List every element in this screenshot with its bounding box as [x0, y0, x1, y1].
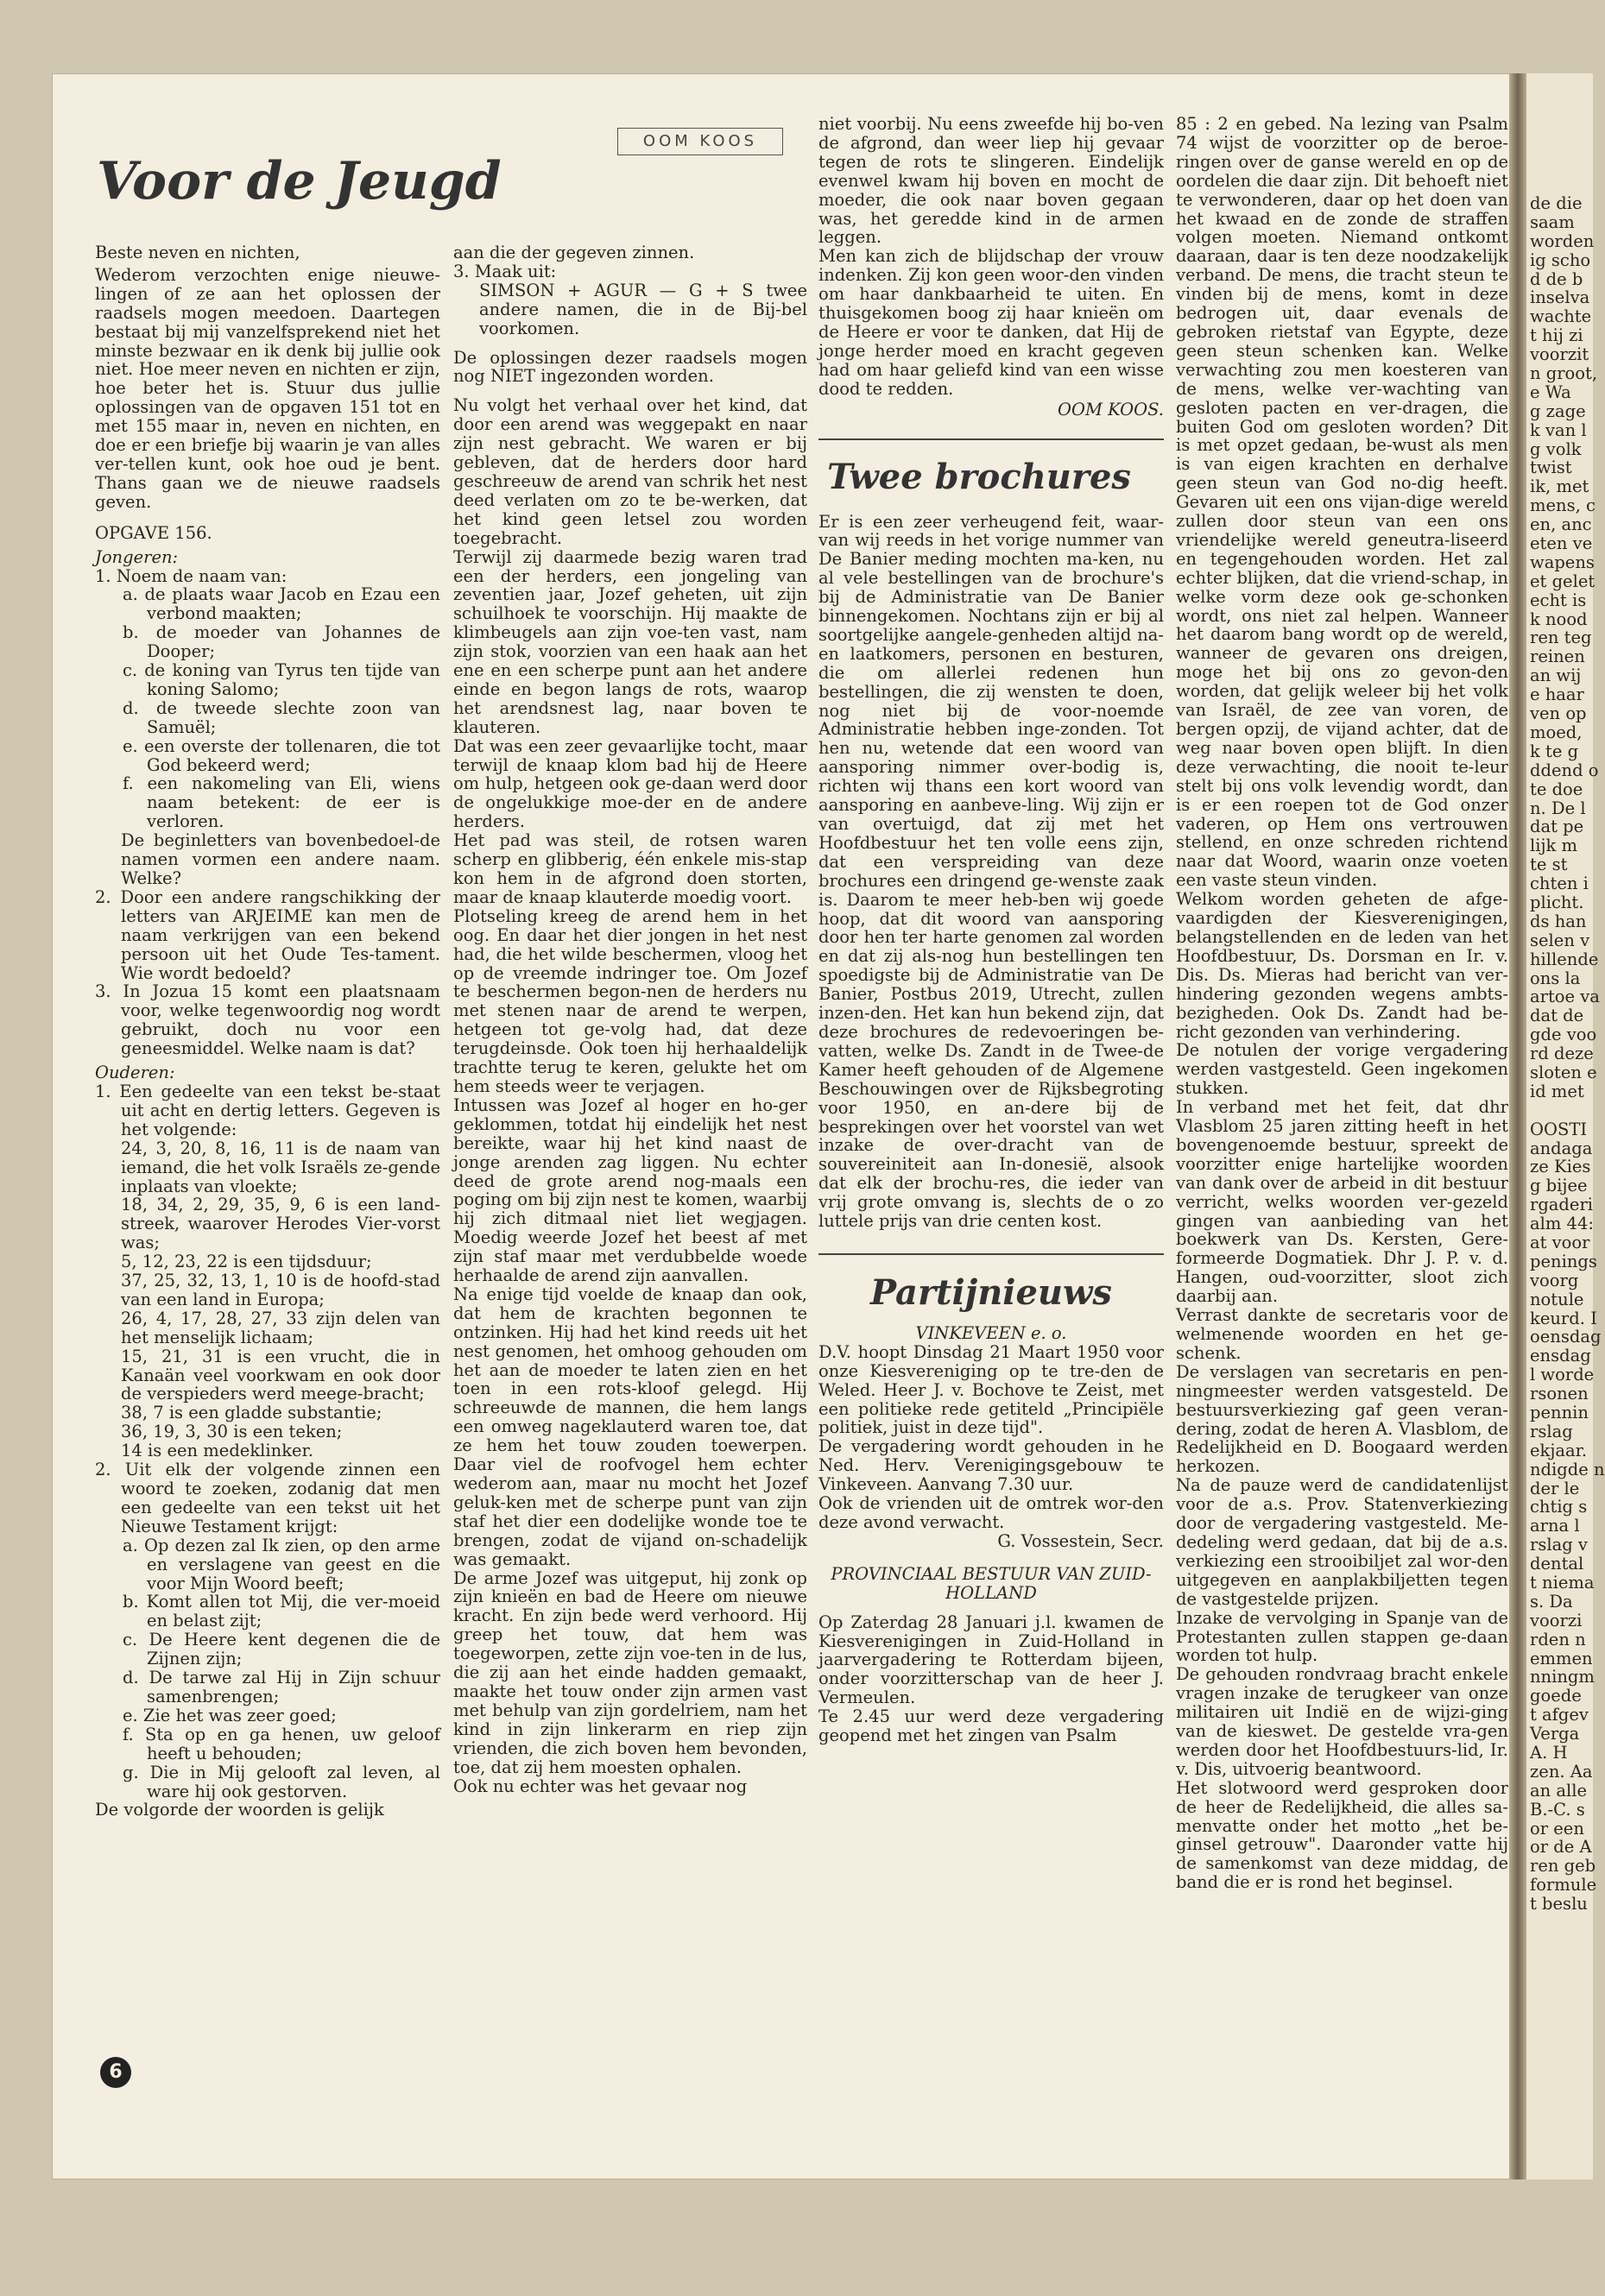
fragment-line: ddend o [1530, 760, 1599, 780]
partijnieuws-text-2: De vergadering wordt gehouden in he Ned. Herv. Verenigingsgebouw te Vinkeveen. Aanvang 7.30 uur. [818, 1436, 1164, 1495]
fragment-line: pennin [1530, 1403, 1589, 1422]
fragment-line: mens, c [1530, 495, 1596, 516]
column-3 [818, 115, 1164, 1745]
paragraph: f. Sta op en ga henen, uw geloof heeft u behouden; [123, 1724, 440, 1763]
fragment-line: voorzi [1530, 1610, 1583, 1631]
paragraph: Verrast dankte de secretaris voor de welmenende woorden en het ge-schenk. [1176, 1305, 1508, 1363]
fragment-line: penings [1530, 1251, 1597, 1271]
paragraph: c. De Heere kent degenen die de Zijnen zijn; [123, 1630, 440, 1669]
fragment-line: chtig s [1530, 1497, 1588, 1517]
fragment-line: gde voo [1530, 1025, 1597, 1045]
paragraph: Intussen was Jozef al hoger en ho-ger geklommen, totdat hij eindelijk het nest bereikte, waar hij het kind naast de jonge arenden zag liggen. Nu echter deed de grote arend nog-maals een poging om bij zijn nest te komen, waarbij hij zich ditmaal niet liet wegjagen. Moedig weerde Jozef het beest af met zijn staf maar met verdubbelde woede herhaalde de arend zijn aanvallen. [453, 1094, 807, 1286]
fragment-line: A. H [1530, 1743, 1568, 1763]
fragment-line: chten i [1530, 874, 1589, 894]
fragment-line: B.-C. s [1530, 1799, 1585, 1820]
fragment-line: ze Kies [1530, 1157, 1591, 1177]
fragment-line: hillende [1530, 949, 1599, 969]
fragment-line: ren geb [1530, 1856, 1596, 1877]
fragment-line: inselva [1530, 287, 1590, 308]
paragraph: 36, 19, 3, 30 is een teken; [121, 1422, 343, 1442]
paragraph: 15, 21, 31 is een vrucht, die in Kanaän veel voorkwam en ook door de verspieders werd meege-bracht; [121, 1346, 440, 1404]
fragment-line: ensdag [1530, 1346, 1591, 1366]
fragment-line: eten ve [1530, 533, 1593, 554]
paragraph: Dat was een zeer gevaarlijke tocht, maar terwijl de knaap klom bad hij de Heere om hulp, hetgeen ook ge-daan werd door de ongelukkige moe-der en de andere herders. [453, 735, 807, 832]
paragraph: d. de tweede slechte zoon van Samuël; [123, 697, 440, 737]
fragment-line: g bijee [1530, 1176, 1588, 1196]
partijnieuws-text-3: Ook de vrienden uit de omtrek wor-den deze avond verwacht. [818, 1493, 1164, 1532]
subheading-provinciaal-bestuur: PROVINCIAAL BESTUUR VAN ZUID-HOLLAND [831, 1563, 1152, 1603]
fragment-line: g volk [1530, 438, 1582, 459]
paragraph: De notulen der vorige vergadering werden vastgesteld. Geen ingekomen stukken. [1176, 1040, 1508, 1099]
paragraph: Welkom worden geheten de afge-vaardigden der Kiesverenigingen, belangstellenden en de leden van het Hoofdbestuur, Ds. Dorsman en Ir. v. Dis. Ds. Mieras had bericht van ver-hindering gezonden wegens ambts-bezigheden. Ook Ds. Zandt had be-richt gezonden van verhindering. [1176, 889, 1508, 1042]
fragment-line: OOSTI [1530, 1119, 1588, 1139]
fragment-line: plicht. [1530, 892, 1584, 912]
fragment-line: rden n [1530, 1629, 1586, 1649]
paragraph: 1. Een gedeelte van een tekst be-staat uit acht en dertig letters. Gegeven is het volgende: [95, 1081, 440, 1139]
paragraph: Plotseling kreeg de arend hem in het oog. En daar het dier jongen in het nest had, die het wilde beschermen, vloog het op de vreemde indringer toe. Om Jozef te beschermen begon-nen de herders nu met stenen naar de arend te werpen, hetgeen tot ge-volg had, dat deze terugdeinsde. Ook toen hij herhaaldelijk trachtte terug te keren, gelukte het om hem steeds weer te verjagen. [453, 905, 807, 1096]
fragment-line: k nood [1530, 609, 1588, 629]
fragment-line: ndigde n [1530, 1459, 1605, 1479]
fragment-line: n. De l [1530, 798, 1586, 818]
partijnieuws-text-4: Op Zaterdag 28 Januari j.l. kwamen de Kiesverenigingen in Zuid-Holland in jaarvergadering te Rotterdam bijeen, onder voorzitterschap van de heer J. Vermeulen. [818, 1612, 1164, 1708]
paragraph: 24, 3, 20, 8, 16, 11 is de naam van iemand, die het volk Israëls ze-gende inplaats van vloekte; [121, 1138, 440, 1196]
fragment-line: moed, [1530, 722, 1583, 742]
fragment-line: de die [1530, 193, 1583, 213]
fragment-line: n groot, [1530, 363, 1598, 384]
fragment-line: or de A [1530, 1837, 1592, 1858]
brochures-text: Er is een zeer verheugend feit, waar-van wij reeds in het vorige nummer van De Banier meding mochten ma-ken, nu al vele bestellingen van de brochure's bij de Administratie van De Banier binnengekomen. Nochtans zijn er bij al soortgelijke aangele-genheden altijd na- en laatkomers, personen en besturen, die om allerlei redenen hun bestellingen, die zij wensten te doen, nog niet bij de voor-noemde Administratie hebben inge-zonden. Tot hen nu, wetende dat een woord van aansporing nimmer over-bodig is, richten wij thans een kort woord van aansporing en aanbeve-ling. Wij zijn er van overtuigd, dat zij met het Hoofdbestuur het ten volle eens zijn, dat een verspreiding van deze brochures een dringend ge-wenste zaak is. Daarom te meer heb-ben wij goede hoop, dat dit woord van aansporing door hen ter harte genomen zal worden en dat zij als-nog hun bestellingen ten spoedigste bij de Administratie van De Banier, Postbus 2019, Utrecht, zullen inzen-den. Het kan hun bekend zijn, dat deze brochures de redevoeringen be-vatten, welke Ds. Zandt in de Twee-de Kamer heeft gehouden of de Algemene Beschouwingen over de Rijksbegroting voor 1950, en an-dere bij de besprekingen over het voorstel van wet inzake de over-dracht van de souvereiniteit aan In-donesië, alsook dat elk der brochu-res, die ieder van vrij grote omvang is, slechts de o zo luttele prijs van drie centen kost. [818, 511, 1164, 1232]
fragment-line: emmen [1530, 1648, 1593, 1668]
partijnieuws-text-5: Te 2.45 uur werd deze vergadering geopend met het zingen van Psalm [818, 1706, 1164, 1746]
fragment-line: ekjaar. [1530, 1440, 1588, 1460]
paragraph: aan die der gegeven zinnen. [453, 243, 695, 262]
subheading-vinkeveen: VINKEVEEN e. o. [915, 1322, 1067, 1343]
paragraph: De verslagen van secretaris en pen-ningmeester werden vatsgesteld. De bestuursverkiezing gaf geen veran-dering, zodat de heren A. Vlasblom, de Redelijkheid en D. Boogaard werden herkozen. [1176, 1361, 1508, 1477]
fragment-line: worden [1530, 230, 1595, 251]
fragment-line: oensdag [1530, 1327, 1602, 1347]
fragment-line: rsonen [1530, 1384, 1589, 1404]
fragment-line: te st [1530, 855, 1568, 875]
fragment-line: notule [1530, 1289, 1584, 1309]
story-continuation [818, 115, 1164, 399]
binding-spine [1509, 73, 1526, 2179]
fragment-line: dental [1530, 1554, 1584, 1574]
column-4 [1176, 115, 1508, 2100]
paragraph: Na enige tijd voelde de knaap dan ook, dat hem de krachten begonnen te ontzinken. Hij had het kind reeds uit het nest genomen, het omhoog gehouden om het aan de moeder te laten zien en het toen in een rots-kloof gelegd. Hij schreeuwde de mannen, die hem langs een omweg nageklauterd waren toe, dat ze hem het touw zouden toewerpen. Daar viel de roofvogel hem echter wederom aan, maar nu mocht het Jozef geluk-ken met de scherpe punt van zijn staf het dier een dodelijke wonde toe te brengen, zodat de vijand on-schadelijk was gemaakt. [453, 1284, 807, 1569]
signature-vossestein: G. Vossestein, Secr. [997, 1530, 1164, 1551]
fragment-line: keurd. I [1530, 1308, 1597, 1328]
paragraph: niet voorbij. Nu eens zweefde hij bo-ven de afgrond, dan weer liep hij gevaar tegen de rots te slingeren. Eindelijk evenwel kwam hij boven en mocht de moeder, die ook naar boven gegaan was, het geredde kind in de armen leggen. [818, 114, 1164, 248]
fragment-line: rslag [1530, 1421, 1573, 1441]
fragment-line: voorzit [1530, 344, 1589, 365]
fragment-line: e Wa [1530, 382, 1571, 402]
fragment-line: te doe [1530, 779, 1583, 799]
fragment-line: ik, met [1530, 476, 1589, 497]
paragraph: g. Die in Mij gelooft zal leven, al ware hij ook gestorven. [123, 1762, 440, 1801]
section-title-partijnieuws: Partijnieuws [870, 1271, 1112, 1313]
fragment-line: t beslu [1530, 1894, 1588, 1914]
fragment-line: lijk m [1530, 836, 1578, 856]
fragment-line: et gelet [1530, 571, 1596, 591]
fragment-line: echt is [1530, 590, 1587, 610]
fragment-line: ons la [1530, 968, 1581, 988]
paragraph: 2. Door een andere rangschikking der letters van ARJEIME kan men de naam verkrijgen van een bekend persoon uit het Oude Tes-tament. Wie wordt bedoeld? [95, 886, 440, 983]
fragment-line: formule [1530, 1875, 1597, 1895]
section-title-twee-brochures: Twee brochures [827, 456, 1131, 497]
fragment-line: or een [1530, 1818, 1584, 1839]
fragment-line: ds han [1530, 911, 1587, 931]
fragment-line: der le [1530, 1478, 1580, 1498]
fragment-line: wapens [1530, 552, 1595, 572]
fragment-line: reinen [1530, 647, 1585, 667]
paragraph: e. een overste der tollenaren, die tot God bekeerd werd; [123, 735, 440, 775]
paragraph: c. de koning van Tyrus ten tijde van koning Salomo; [123, 660, 440, 699]
adjacent-page-fragment [1526, 73, 1605, 2179]
fragment-line: g zage [1530, 401, 1586, 421]
fragment-line: voorg [1530, 1270, 1579, 1290]
paragraph: Ouderen: [95, 1063, 175, 1083]
paragraph: 18, 34, 2, 29, 35, 9, 6 is een land-streek, waarover Herodes Vier-vorst was; [121, 1195, 440, 1253]
fragment-line: artoe va [1530, 987, 1600, 1007]
fragment-line: zen. Aa [1530, 1761, 1593, 1782]
paragraph: SIMSON + AGUR — G + S twee andere namen, die in de Bij-bel voorkomen. [479, 280, 807, 338]
paragraph: 2. Uit elk der volgende zinnen een woord te zoeken, zodanig dat men een gedeelte van een tekst uit het Nieuwe Testament krijgt: [95, 1460, 440, 1536]
section-title-voor-de-jeugd: Voor de Jeugd [97, 151, 502, 211]
paragraph: Na de pauze werd de candidatenlijst voor de a.s. Prov. Statenverkiezing door de vergadering vastgesteld. Me-dedeling werd gedaan, dat bij de a.s. verkiezing een strooibiljet zal wor-den uitgegeven en aanplakbiljetten tegen de vastgestelde prijzen. [1176, 1475, 1508, 1609]
paragraph: 38, 7 is een gladde substantie; [121, 1403, 382, 1423]
column-2 [453, 243, 807, 1795]
paragraph: 14 is een medeklinker. [121, 1441, 313, 1461]
paragraph: 37, 25, 32, 13, 1, 10 is de hoofd-stad van een land in Europa; [121, 1271, 440, 1309]
fragment-line: t afgev [1530, 1705, 1589, 1725]
paragraph: e. Zie het was zeer goed; [123, 1705, 337, 1725]
fragment-line: rd deze [1530, 1044, 1594, 1064]
paragraph: Nu volgt het verhaal over het kind, dat door een arend was weggepakt en naar zijn nest gebracht. We waren er bij gebleven, dat de herders door hard geschreeuw de arend van schrik het nest deed verlaten om zo te be-werken, dat het kind geen letsel zou worden toegebracht. [453, 395, 807, 548]
divider [818, 1253, 1164, 1255]
column-1 [95, 243, 440, 1820]
fragment-line: en, anc [1530, 514, 1592, 535]
paragraph: De oplossingen dezer raadsels mogen nog NIET ingezonden worden. [453, 347, 807, 387]
fragment-line: k te g [1530, 741, 1579, 761]
divider [818, 438, 1164, 440]
paragraph: 26, 4, 17, 28, 27, 33 zijn delen van het menselijk lichaam; [121, 1308, 440, 1347]
fragment-line: at voor [1530, 1232, 1590, 1252]
paragraph: Het pad was steil, de rotsen waren scherp en glibberig, één enkele mis-stap kon hem in de afgrond doen storten, maar de knaap klauterde moedig voort. [453, 830, 807, 907]
author-tag: OOM KOOS [617, 128, 783, 155]
fragment-line: e haar [1530, 684, 1584, 705]
fragment-line: ig scho [1530, 249, 1591, 270]
fragment-line: t hij zi [1530, 325, 1583, 346]
paragraph: De volgorde der woorden is gelijk [95, 1800, 384, 1820]
paragraph: f. een nakomeling van Eli, wiens naam betekent: de eer is verloren. [123, 773, 440, 832]
paragraph: Jongeren: [95, 546, 179, 567]
fragment-line: l worde [1530, 1365, 1595, 1385]
fragment-line: andaga [1530, 1138, 1593, 1158]
fragment-line: sloten e [1530, 1062, 1597, 1082]
paragraph: 3. In Jozua 15 komt een plaatsnaam voor, welke tegenwoordig nog wordt gebruikt, doch nu voor een geneesmiddel. Welke naam is dat? [95, 981, 440, 1059]
fragment-line: an alle [1530, 1780, 1588, 1801]
fragment-line: s. Da [1530, 1591, 1573, 1612]
paragraph: a. Op dezen zal Ik zien, op den arme en verslagene van geest en die voor Mijn Woord beeft; [123, 1535, 440, 1593]
paragraph: De beginletters van bovenbedoel-de namen vormen een andere naam. Welke? [121, 830, 440, 888]
paragraph: b. Komt allen tot Mij, die ver-moeid en belast zijt; [123, 1592, 440, 1631]
page-number: 6 [100, 2057, 131, 2088]
fragment-line: d de b [1530, 268, 1583, 289]
fragment-line: dat pe [1530, 817, 1584, 837]
fragment-line: alm 44: [1530, 1214, 1594, 1234]
fragment-line: an wij [1530, 665, 1582, 686]
fragment-line: dat de [1530, 1006, 1584, 1026]
fragment-line: rgaderi [1530, 1195, 1594, 1215]
fragment-line: rslag v [1530, 1535, 1588, 1555]
fragment-line: id met [1530, 1081, 1584, 1101]
signature-oom-koos: OOM KOOS. [1057, 399, 1164, 419]
paragraph: 1. Noem de naam van: [95, 565, 288, 586]
fragment-line: nningm [1530, 1667, 1595, 1687]
fragment-line: k van l [1530, 419, 1587, 440]
paragraph: Wederom verzochten enige nieuwe-lingen of ze aan het oplossen der raadsels mogen meedoen. Daartegen bestaat bij mij vanzelfsprekend niet het minste bezwaar en ik denk bij jullie ook niet. Hoe meer neven en nichten er zijn, hoe beter het is. Stuur dus jullie oplossingen van de opgaven 151 tot en met 155 maar in, neven en nichten, en doe er een briefje bij waarin je van alles ver-tellen kunt, ook hoe oud je bent. Thans gaan we de nieuwe raadsels geven. [95, 264, 440, 512]
fragment-line: t niema [1530, 1573, 1595, 1593]
partijnieuws-text-1: D.V. hoopt Dinsdag 21 Maart 1950 voor onze Kiesvereniging op te tre-den de Weled. Heer J. v. Bochove te Zeist, met een politieke rede getiteld „Principiële politiek, juist in deze tijd". [818, 1341, 1164, 1438]
fragment-line: wachte [1530, 306, 1592, 327]
fragment-line: ren teg [1530, 628, 1592, 648]
paragraph: Terwijl zij daarmede bezig waren trad een der herders, een jongeling van zeventien jaar, Jozef geheten, uit zijn schuilhoek te voorschijn. Hij maakte de klimbeugels aan zijn voe-ten vast, nam zijn stok, voorzien van een haak aan het ene en een scherpe punt aan het andere einde en begon langs de rots, waarop het arendsnest lag, naar boven te klauteren. [453, 546, 807, 737]
paragraph: d. De tarwe zal Hij in Zijn schuur samenbrengen; [123, 1668, 440, 1706]
paragraph: Beste neven en nichten, [95, 243, 300, 262]
paragraph: 85 : 2 en gebed. Na lezing van Psalm 74 wijst de voorzitter op de beroe-ringen over de ganse wereld en op de oordelen die daar zijn. Dit behoeft niet te verwonderen, daar op het doen van het kwaad en de zonde de straffen volgen moeten. Niemand ontkomt daaraan, daar is ten deze noodzakelijk verband. De mens, die tracht steun te vinden bij de mens, komt in deze bedrogen uit, daar evenals de gebroken rietstaf van Egypte, deze geen steun schenken kan. Welke verwachting zou men koesteren van de mens, welke ver-wachting van gesloten pacten en ver-dragen, die buiten God om gesloten worden? Dit is met opzet gedaan, be-wust als men is van eigen krachten en derhalve geen steun van God no-dig heeft. Gevaren uit een ons vijan-dige wereld zullen door steun van een ons vriendelijke wereld geneutra-liseerd en tegengehouden worden. Het zal echter blijken, dat die vriend-schap, in welke vorm deze ook ge-schonken wordt, ons niet zal helpen. Wanneer het daarom bang wordt op de wereld, wanneer de gevaren ons dreigen, moge het bij ons zo gevon-den worden, dat gelijk weleer bij het volk van Israël, de zee van voren, de bergen opzij, de vijand achter, dat de weg naar boven open blijft. In dien deze verwachting, die nooit te-leur stelt bij ons volk levendig wordt, dan is er een roepen tot de God onzer vaderen, op Hem ons vertrouwen stellend, en onze schreden richtend naar dat Woord, waarin onze voeten een vaste steun vinden. [1176, 114, 1508, 891]
paragraph: b. de moeder van Johannes de Dooper; [123, 622, 440, 662]
fragment-line: saam [1530, 211, 1575, 232]
paragraph: 5, 12, 23, 22 is een tijdsduur; [121, 1252, 372, 1272]
paragraph: Ook nu echter was het gevaar nog [453, 1776, 748, 1796]
paragraph: 3. Maak uit: [453, 261, 557, 281]
fragment-line: goede [1530, 1686, 1582, 1706]
paragraph: a. de plaats waar Jacob en Ezau een verbond maakten; [123, 584, 440, 624]
fragment-line: selen v [1530, 930, 1590, 950]
fragment-line: ven op [1530, 703, 1587, 724]
paragraph: In verband met het feit, dat dhr Vlasblom 25 jaren zitting heeft in het bovengenoemde bestuur, spreekt de voorzitter enige hartelijke woorden van dank over de arbeid in dit bestuur verricht, welks woorden ver-gezeld gingen van aanbieding van het boekwerk van Ds. Kersten, Gere-formeerde Dogmatiek. Dhr J. P. v. d. Hangen, oud-voorzitter, sloot zich daarbij aan. [1176, 1097, 1508, 1307]
adjacent-page-text [1530, 194, 1605, 1914]
paragraph: OPGAVE 156. [95, 522, 212, 543]
paragraph: De gehouden rondvraag bracht enkele vragen inzake de terugkeer van onze militairen uit Indië en de wijzi-ging van de kieswet. De gestelde vra-gen werden door het Hoofdbestuurs-lid, Ir. v. Dis, uitvoerig beantwoord. [1176, 1664, 1508, 1779]
fragment-line: Verga [1530, 1724, 1580, 1744]
paragraph: Inzake de vervolging in Spanje van de Protestanten zullen stappen ge-daan worden tot hulp. [1176, 1607, 1508, 1666]
paragraph: Het slotwoord werd gesproken door de heer de Redelijkheid, die alles sa-menvatte onder het motto „het be-ginsel getrouw". Daaronder vatte hij de samenkomst van deze middag, de band die er is rond het beginsel. [1176, 1777, 1508, 1893]
fragment-line [1530, 1101, 1605, 1120]
paragraph: De arme Jozef was uitgeput, hij zonk op zijn knieën en bad de Heere om nieuwe kracht. En zijn bede werd verhoord. Hij greep het touw, dat hem was toegeworpen, zette zijn voe-ten in de lus, die zij aan het einde hadden gemaakt, maakte het touw onder zijn armen vast met behulp van zijn gordelriem, nam het kind in zijn linkerarm en riep zijn vrienden, die zich boven hem bevonden, toe, dat zij hem moesten ophalen. [453, 1567, 807, 1777]
paragraph: Men kan zich de blijdschap der vrouw indenken. Zij kon geen woor-den vinden om haar dankbaarheid te uiten. En thuisgekomen boog zij haar knieën om de Heere er voor te danken, dat Hij de jonge herder moed en kracht gegeven had om haar geliefd kind van een wisse dood te redden. [818, 246, 1164, 399]
fragment-line: twist [1530, 457, 1572, 478]
fragment-line: arna l [1530, 1516, 1580, 1536]
